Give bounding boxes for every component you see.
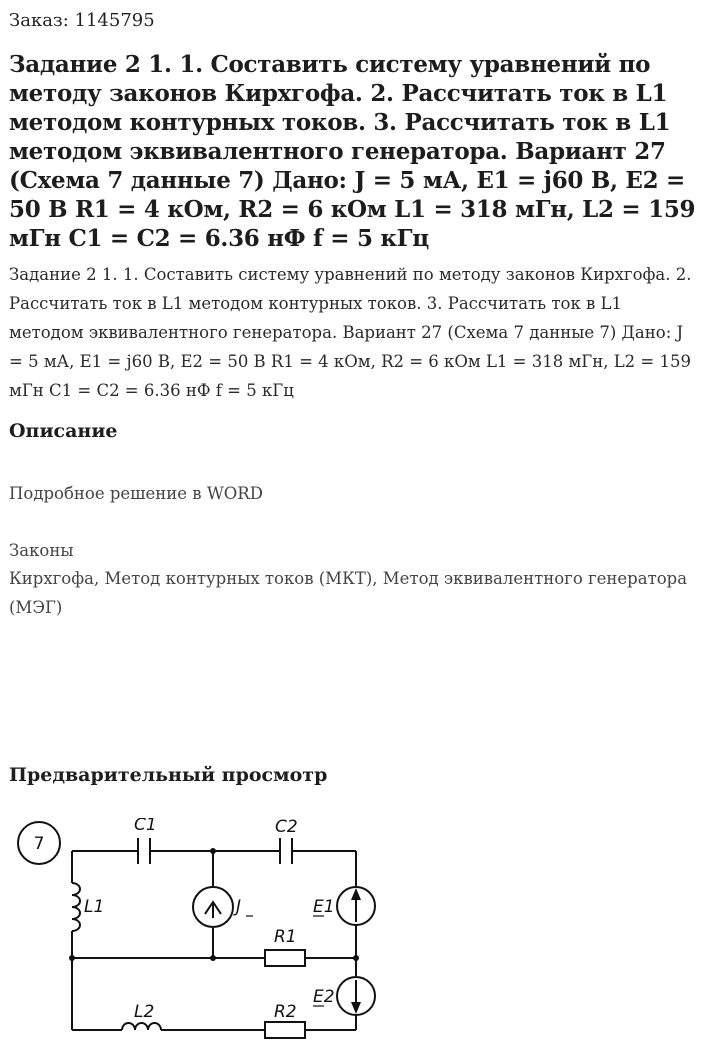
label-e2: E2 [313,987,335,1007]
e2-arrow [351,1002,361,1014]
circuit-preview [10,818,380,1056]
e1-arrow [351,888,361,900]
label-c1: C1 [134,818,157,835]
laws-heading: Законы [9,541,74,560]
junction-dot [210,955,216,961]
label-c2: C2 [275,818,298,837]
description-heading: Описание [9,420,118,442]
description-body: Подробное решение в WORD [9,484,263,503]
schema-number: 7 [33,834,45,854]
label-r2: R2 [274,1002,297,1022]
task-title: Задание 2 1. 1. Составить систему уравнений по методу законов Кирхгофа. 2. Рассчитать ток в L1 методом контурных токов. 3. Рассчитать ток в L1 методом эквивалентного генератора. Вариант 27 (Схема 7 данные 7) Дано: J = 5 мА, E1 = j60 В, E2 = 50 В R1 = 4 кОм, R2 = 6 кОм L1 = 318 мГн, L2 = 159 мГн C1 = C2 = 6.36 нФ f = 5 кГц [9,51,696,252]
label-r1: R1 [274,927,297,947]
resistor-r1 [265,950,305,966]
task-text: Задание 2 1. 1. Составить систему уравнений по методу законов Кирхгофа. 2. Рассчитать ток в L1 методом контурных токов. 3. Рассчитать ток в L1 методом эквивалентного генератора. Вариант 27 (Схема 7 данные 7) Дано: J = 5 мА, E1 = j60 В, E2 = 50 В R1 = 4 кОм, R2 = 6 кОм L1 = 318 мГн, L2 = 159 мГн C1 = C2 = 6.36 нФ f = 5 кГц [9,265,692,400]
inductor-l1 [72,883,80,931]
resistor-r2 [265,1022,305,1038]
label-e1: E1 [313,897,335,917]
laws-body: Кирхгофа, Метод контурных токов (МКТ), Метод эквивалентного генератора (МЭГ) [9,569,688,617]
junction-dot [69,955,75,961]
order-number: Заказ: 1145795 [9,10,155,31]
circuit-diagram [10,818,380,1056]
label-j: J [236,897,242,917]
junction-dot [353,955,359,961]
junction-dot [210,848,216,854]
inductor-l2 [122,1023,161,1030]
label-l2: L2 [134,1002,155,1022]
preview-heading: Предварительный просмотр [9,764,328,786]
label-l1: L1 [84,897,105,917]
